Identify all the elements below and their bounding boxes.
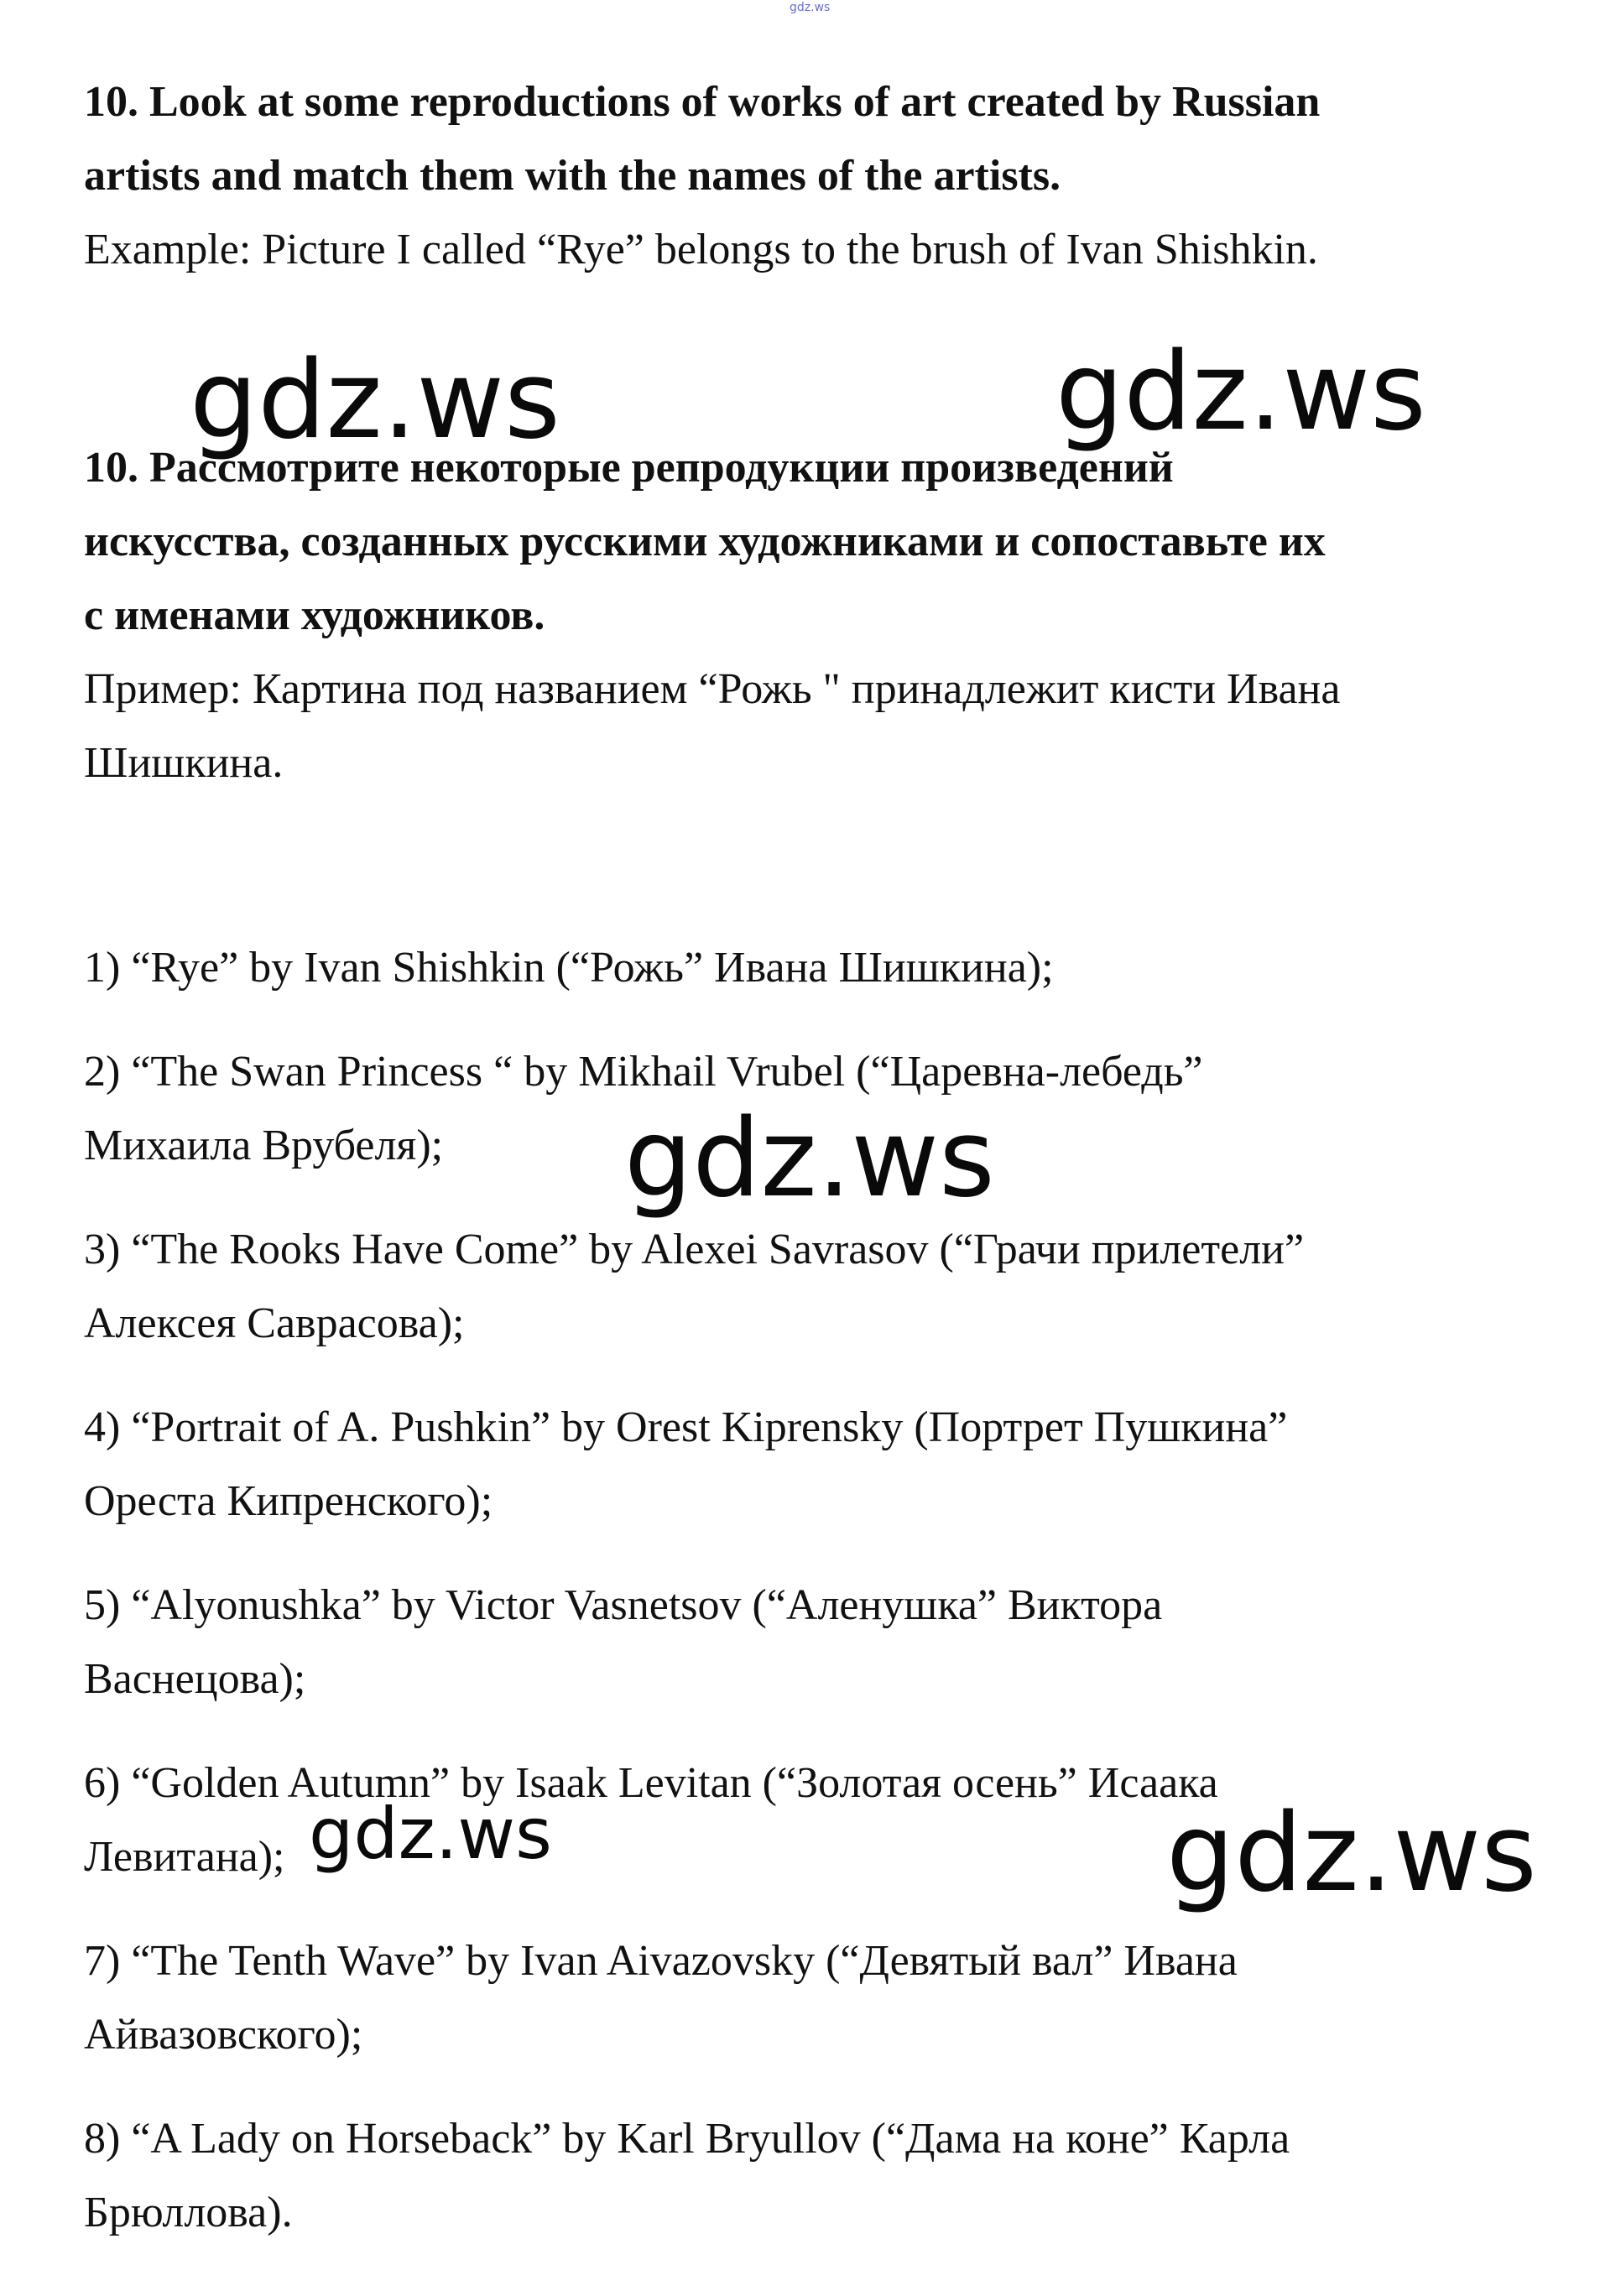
answer-3-line2: Алексея Саврасова); [84,1299,465,1347]
answer-7-line2: Айвазовского); [84,2011,363,2059]
answer-3-line1: 3) “The Rooks Have Come” by Alexei Savrasov (“Грачи прилетели” [84,1226,1305,1273]
russian-example-line2: Шишкина. [84,739,284,787]
english-heading-line1: 10. Look at some reproductions of works of art created by Russian [84,78,1321,126]
answer-1-line1: 1) “Rye” by Ivan Shishkin (“Рожь” Ивана Шишкина); [84,944,1054,992]
answer-8-line2: Брюллова). [84,2189,293,2236]
english-heading-line2: artists and match them with the names of the artists. [84,152,1061,200]
answer-6-line2: Левитана); [84,1833,285,1881]
english-example: Example: Picture I called “Rye” belongs to the brush of Ivan Shishkin. [84,226,1318,273]
watermark-2: gdz.ws [1055,330,1426,455]
answer-4-line1: 4) “Portrait of A. Pushkin” by Orest Kiprensky (Портрет Пушкина” [84,1403,1288,1451]
watermark-3: gdz.ws [624,1096,995,1221]
watermark-1: gdz.ws [190,338,560,463]
answer-7-line1: 7) “The Tenth Wave” by Ivan Aivazovsky (“Девятый вал” Ивана [84,1937,1238,1985]
watermark-4: gdz.ws [309,1793,552,1875]
answer-4-line2: Ореста Кипренского); [84,1477,493,1525]
answer-5-line1: 5) “Alyonushka” by Victor Vasnetsov (“Аленушка” Виктора [84,1581,1163,1629]
russian-heading-line3: с именами художников. [84,591,545,639]
answer-6-line1: 6) “Golden Autumn” by Isaak Levitan (“Золотая осень” Исаака [84,1759,1218,1807]
answer-8-line1: 8) “A Lady on Horseback” by Karl Bryullov (“Дама на коне” Карла [84,2115,1290,2163]
russian-example-line1: Пример: Картина под названием “Рожь " принадлежит кисти Ивана [84,665,1341,713]
russian-heading-line1: 10. Рассмотрите некоторые репродукции произведений [84,444,1174,492]
russian-heading-line2: искусства, созданных русскими художниками и сопоставьте их [84,518,1326,565]
answer-2-line2: Михаила Врубеля); [84,1122,444,1169]
watermark-5: gdz.ws [1166,1791,1537,1916]
answer-5-line2: Васнецова); [84,1655,306,1703]
header-watermark: gdz.ws [790,1,831,14]
answer-2-line1: 2) “The Swan Princess “ by Mikhail Vrubel (“Царевна-лебедь” [84,1048,1203,1096]
